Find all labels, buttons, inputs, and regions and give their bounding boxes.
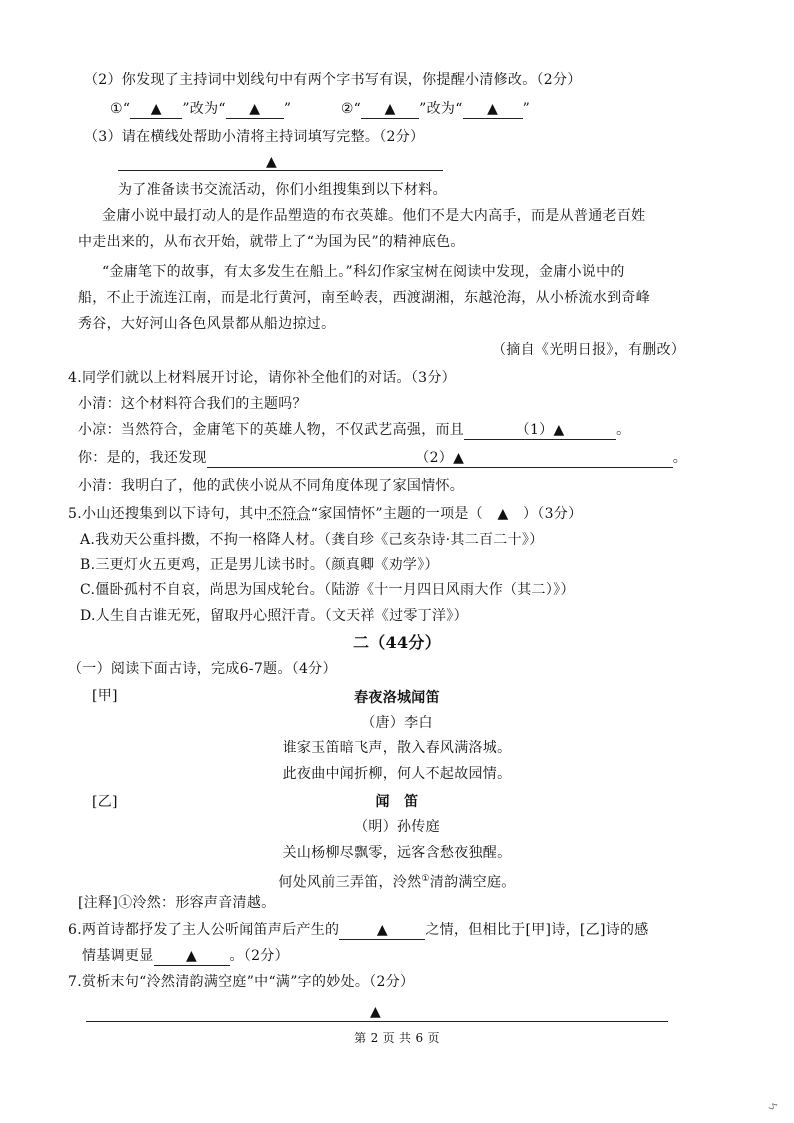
item2-from-blank[interactable]: ▲ xyxy=(361,101,419,119)
q6-line-1: 6.两首诗都抒发了主人公听闻笛声后产生的 ▲ 之情，但相比于[甲]诗，[乙]诗的感 xyxy=(68,922,649,938)
poem-b-title: 闻 笛 xyxy=(375,794,419,810)
q7-answer-line[interactable] xyxy=(86,1021,668,1022)
material-p2-line1: “金庸笔下的故事，有太多发生在船上。”科幻作家宝树在阅读中发现，金庸小说中的 xyxy=(102,264,625,280)
item1-to-blank[interactable]: ▲ xyxy=(226,101,284,119)
q3-3-mark: ▲ xyxy=(266,154,278,170)
item1-mid: ”改为“ xyxy=(182,101,226,117)
q3-2-prompt: （2）你发现了主持词中划线句中有两个字书写有误，你提醒小清修改。（2分） xyxy=(84,72,582,88)
q6-blank-1[interactable]: ▲ xyxy=(339,922,425,940)
item1-end: ” xyxy=(283,101,292,117)
item1-lead: ①“ xyxy=(110,101,131,117)
poem-a-line-2: 此夜曲中闻折柳，何人不起故园情。 xyxy=(282,766,512,782)
item1-from-blank[interactable]: ▲ xyxy=(130,101,182,119)
footnote-marker: ① xyxy=(421,874,430,884)
material-p2-line3: 秀谷，大好河山各色风景都从船边掠过。 xyxy=(78,316,336,332)
q4-blank-1[interactable]: （1）▲ xyxy=(464,422,616,440)
item2-lead: ②“ xyxy=(340,101,362,117)
page-footer: 第 2 页 共 6 页 xyxy=(354,1031,440,1045)
q4-prompt: 4.同学们就以上材料展开讨论，请你补全他们的对话。（3分） xyxy=(68,370,456,386)
poem-b-line-1: 关山杨柳尽飘零，远客含愁夜独醒。 xyxy=(282,845,512,861)
reading1-prompt: （一）阅读下面古诗，完成6-7题。（4分） xyxy=(68,661,337,677)
q6-line-2: 情基调更显 ▲ 。（2分） xyxy=(82,948,289,964)
material-source: （摘自《光明日报》，有删改） xyxy=(492,342,686,358)
poem-b-author: （明）孙传庭 xyxy=(354,819,440,835)
q4-dialog-1: 小清：这个材料符合我们的主题吗？ xyxy=(78,396,307,412)
section-2-title: 二（44分） xyxy=(352,633,442,652)
q4-dialog-4: 小清：我明白了，他的武侠小说从不同角度体现了家国情怀。 xyxy=(78,478,465,494)
item2-end: ” xyxy=(522,101,531,117)
q7-prompt: 7.赏析末句“泠然清韵满空庭”中“满”字的妙处。（2分） xyxy=(68,974,415,990)
material-intro: 为了准备读书交流活动，你们小组搜集到以下材料。 xyxy=(118,182,447,198)
poem-a-line-1: 谁家玉笛暗飞声，散入春风满洛城。 xyxy=(282,740,512,756)
q5-option-d: D.人生自古谁无死，留取丹心照汗青。（文天祥《过零丁洋》） xyxy=(80,608,468,624)
q7-mark: ▲ xyxy=(370,1004,382,1020)
item2-mid: ”改为“ xyxy=(419,101,463,117)
q4-dialog-3: 你：是的，我还发现 （2）▲ 。 xyxy=(78,450,688,466)
q4-dialog-2: 小凉：当然符合，金庸笔下的英雄人物，不仅武艺高强，而且 （1）▲ 。 xyxy=(78,422,631,438)
item2-to-blank[interactable]: ▲ xyxy=(463,101,523,119)
material-p2-line2: 船，不止于流连江南，而是北行黄河，南至岭表，西渡湖湘，东越沧海，从小桥流水到奇峰 xyxy=(78,290,650,306)
poem-b-tag: [乙] xyxy=(92,794,118,810)
poem-note: [注释]①泠然：形容声音清越。 xyxy=(78,895,276,911)
q4-blank-2[interactable]: （2）▲ xyxy=(207,450,673,468)
q5-option-c: C.僵卧孤村不自哀，尚思为国戍轮台。（陆游《十一月四日风雨大作（其二）》） xyxy=(80,582,575,598)
poem-a-title: 春夜洛城闻笛 xyxy=(354,690,440,706)
q5-option-a: A.我劝天公重抖擞，不拘一格降人材。（龚自珍《己亥杂诗·其二百二十》） xyxy=(80,532,544,548)
q3-3-prompt: （3）请在横线处帮助小清将主持词填写完整。（2分） xyxy=(84,129,425,145)
material-p1-line2: 中走出来的，从布衣开始，就带上了“为国为民”的精神底色。 xyxy=(78,234,465,250)
poem-a-tag: [甲] xyxy=(92,688,118,704)
poem-a-author: （唐）李白 xyxy=(361,715,433,731)
q5-negation: 不符合 xyxy=(267,506,311,522)
q5-prompt: 5.小山还搜集到以下诗句，其中不符合“家国情怀”主题的一项是（ ▲ ）（3分） xyxy=(68,506,583,522)
edge-scan-mark: ㄣ xyxy=(766,1100,781,1113)
q6-blank-2[interactable]: ▲ xyxy=(154,948,230,966)
q5-option-b: B.三更灯火五更鸡，正是男儿读书时。（颜真卿《劝学》） xyxy=(80,557,439,573)
q3-2-items xyxy=(110,99,530,119)
material-p1-line1: 金庸小说中最打动人的是作品塑造的布衣英雄。他们不是大内高手，而是从普通老百姓 xyxy=(102,208,646,224)
q5-answer-slot[interactable]: ▲ xyxy=(497,506,509,522)
q3-3-answer-line[interactable] xyxy=(118,170,443,171)
poem-b-line-2: 何处风前三弄笛，泠然①清韵满空庭。 xyxy=(278,874,516,891)
